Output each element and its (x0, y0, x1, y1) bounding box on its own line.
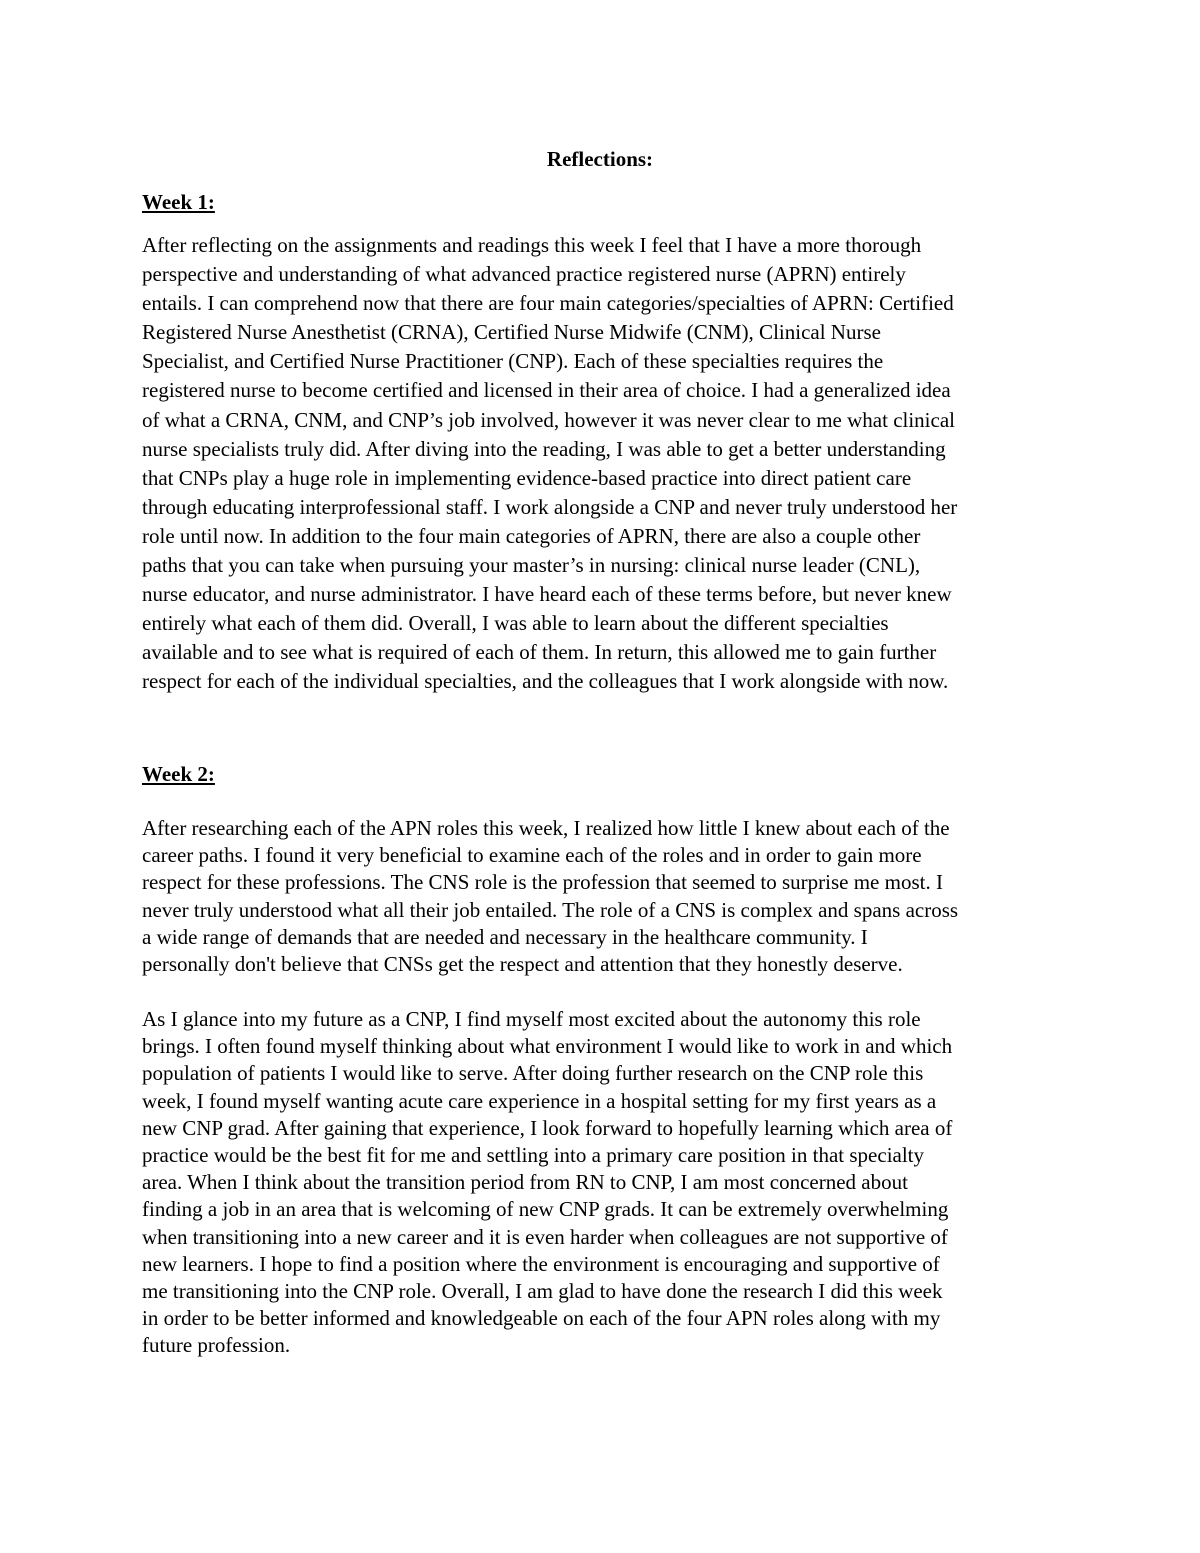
paragraph-line: registered nurse to become certified and licensed in their area of choice. I had a generalized idea (142, 378, 951, 403)
paragraph-line: personally don't believe that CNSs get the respect and attention that they honestly deserve. (142, 952, 903, 977)
paragraph-line: me transitioning into the CNP role. Overall, I am glad to have done the research I did this week (142, 1279, 943, 1304)
paragraph-line: that CNPs play a huge role in implementing evidence-based practice into direct patient care (142, 465, 912, 490)
paragraph-line: role until now. In addition to the four main categories of APRN, there are also a couple other (142, 523, 921, 548)
paragraph-line: area. When I think about the transition period from RN to CNP, I am most concerned about (142, 1170, 908, 1195)
week1-heading: Week 1: (142, 190, 215, 214)
paragraph-line: As I glance into my future as a CNP, I find myself most excited about the autonomy this role (142, 1007, 921, 1031)
paragraph-line: entails. I can comprehend now that there are four main categories/specialties of APRN: Certified (142, 291, 954, 316)
paragraph-line: practice would be the best fit for me and settling into a primary care position in that specialty (142, 1143, 925, 1168)
paragraph-line: respect for these professions. The CNS role is the profession that seemed to surprise me most. I (142, 870, 943, 895)
paragraph-line: never truly understood what all their job entailed. The role of a CNS is complex and spans across (142, 897, 959, 922)
paragraph-line: Specialist, and Certified Nurse Practitioner (CNP). Each of these specialties requires the (142, 349, 884, 374)
paragraph-line: perspective and understanding of what advanced practice registered nurse (APRN) entirely (142, 262, 906, 287)
paragraph-line: nurse specialists truly did. After diving into the reading, I was able to get a better understanding (142, 436, 946, 461)
paragraph-line: Registered Nurse Anesthetist (CRNA), Certified Nurse Midwife (CNM), Clinical Nurse (142, 320, 881, 345)
paragraph-line: new CNP grad. After gaining that experience, I look forward to hopefully learning which area of (142, 1115, 953, 1140)
paragraph-line: population of patients I would like to serve. After doing further research on the CNP role this (142, 1061, 924, 1086)
paragraph-line: through educating interprofessional staff. I work alongside a CNP and never truly understood her (142, 494, 958, 519)
paragraph-line: respect for each of the individual specialties, and the colleagues that I work alongside with now. (142, 669, 949, 694)
week2-paragraph-2 (142, 1006, 1062, 1360)
week2-paragraph-1 (142, 815, 1062, 978)
week1-paragraph (142, 231, 1062, 697)
paragraph-line: nurse educator, and nurse administrator. I have heard each of these terms before, but never knew (142, 582, 952, 607)
paragraph-line: a wide range of demands that are needed and necessary in the healthcare community. I (142, 924, 868, 949)
paragraph-line: new learners. I hope to find a position where the environment is encouraging and supportive of (142, 1251, 940, 1276)
paragraph-line: in order to be better informed and knowledgeable on each of the four APN roles along with my (142, 1306, 941, 1331)
paragraph-line: finding a job in an area that is welcoming of new CNP grads. It can be extremely overwhelming (142, 1197, 949, 1222)
paragraph-line: when transitioning into a new career and it is even harder when colleagues are not supportive of (142, 1224, 948, 1249)
paragraph-line: After reflecting on the assignments and readings this week I feel that I have a more thorough (142, 233, 922, 257)
paragraph-line: of what a CRNA, CNM, and CNP’s job involved, however it was never clear to me what clinical (142, 407, 955, 432)
week2-heading: Week 2: (142, 762, 215, 786)
paragraph-line: week, I found myself wanting acute care experience in a hospital setting for my first years as a (142, 1088, 937, 1113)
paragraph-line: After researching each of the APN roles this week, I realized how little I knew about each of the (142, 816, 950, 840)
paragraph-line: available and to see what is required of each of them. In return, this allowed me to gain further (142, 640, 937, 665)
document-title: Reflections: (546, 147, 654, 171)
paragraph-line: entirely what each of them did. Overall, I was able to learn about the different specialties (142, 611, 889, 636)
paragraph-line: brings. I often found myself thinking about what environment I would like to work in and which (142, 1034, 953, 1059)
paragraph-line: paths that you can take when pursuing your master’s in nursing: clinical nurse leader (CNL), (142, 553, 921, 578)
paragraph-line: future profession. (142, 1333, 291, 1358)
paragraph-line: career paths. I found it very beneficial to examine each of the roles and in order to gain more (142, 843, 922, 868)
